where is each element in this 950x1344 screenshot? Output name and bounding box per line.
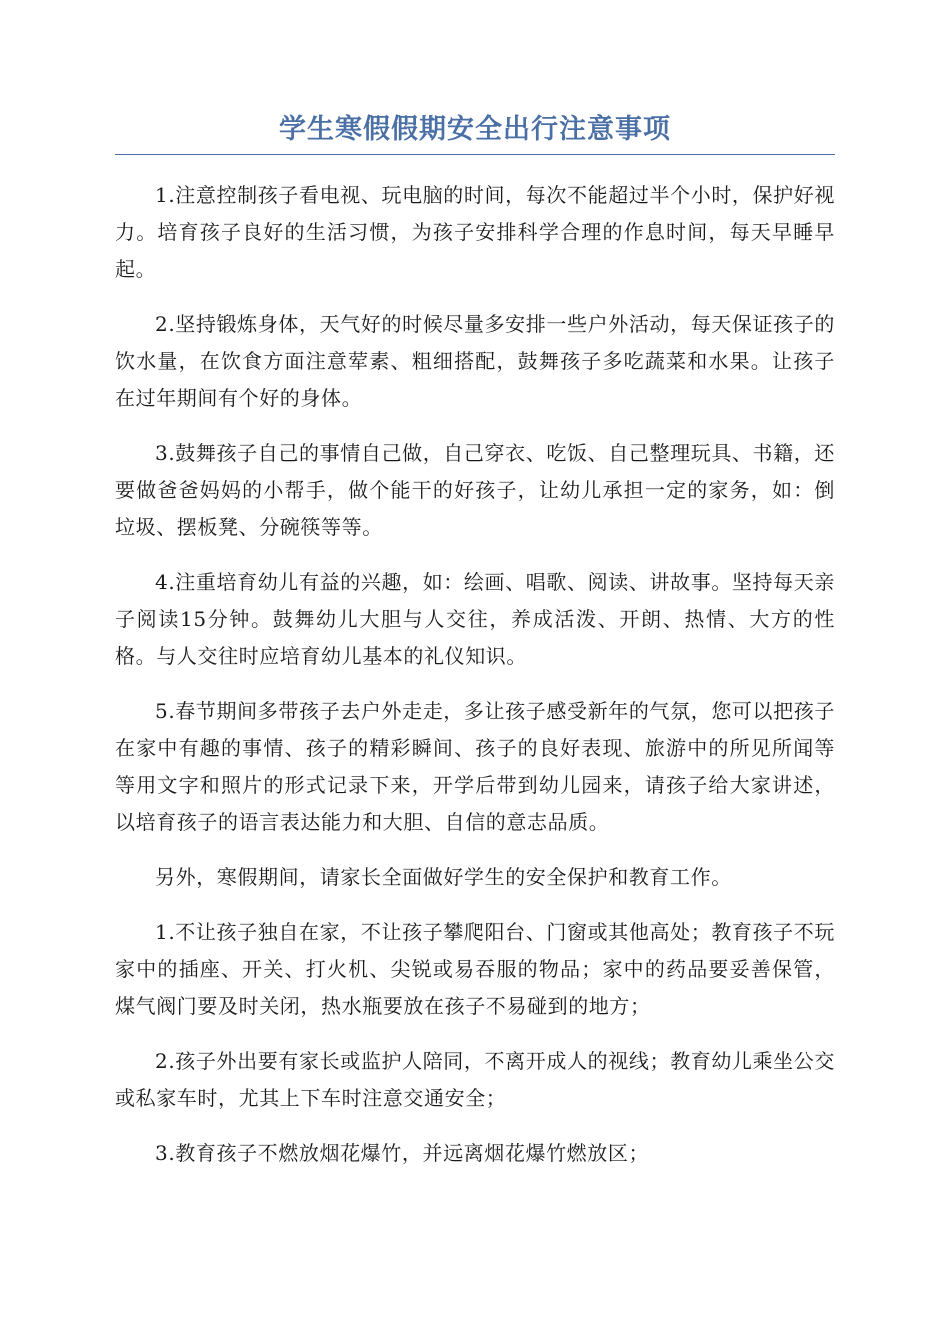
paragraph-safety-1: 1.不让孩子独自在家，不让孩子攀爬阳台、门窗或其他高处；教育孩子不玩家中的插座、开关、打火机、尖锐或易吞服的物品；家中的药品要妥善保管，煤气阀门要及时关闭，热水瓶要放在孩子不易碰到的地方；: [115, 920, 835, 1018]
title-underline: [115, 154, 835, 155]
paragraph-tip-5: 5.春节期间多带孩子去户外走走，多让孩子感受新年的气氛，您可以把孩子在家中有趣的事情、孩子的精彩瞬间、孩子的良好表现、旅游中的所见所闻等等用文字和照片的形式记录下来，开学后带到幼儿园来，请孩子给大家讲述，以培育孩子的语言表达能力和大胆、自信的意志品质。: [115, 699, 835, 834]
paragraph-safety-2: 2.孩子外出要有家长或监护人陪同，不离开成人的视线；教育幼儿乘坐公交或私家车时，尤其上下车时注意交通安全；: [115, 1049, 835, 1110]
paragraph-tip-3: 3.鼓舞孩子自己的事情自己做，自己穿衣、吃饭、自己整理玩具、书籍，还要做爸爸妈妈的小帮手，做个能干的好孩子，让幼儿承担一定的家务，如：倒垃圾、摆板凳、分碗筷等等。: [115, 441, 835, 539]
paragraph-tip-4: 4.注重培育幼儿有益的兴趣，如：绘画、唱歌、阅读、讲故事。坚持每天亲子阅读15分钟。鼓舞幼儿大胆与人交往，养成活泼、开朗、热情、大方的性格。与人交往时应培育幼儿基本的礼仪知识。: [115, 570, 835, 668]
document-page: [115, 110, 835, 1190]
paragraph-safety-3: 3.教育孩子不燃放烟花爆竹，并远离烟花爆竹燃放区；: [155, 1141, 650, 1165]
paragraph-tip-1: 1.注意控制孩子看电视、玩电脑的时间，每次不能超过半个小时，保护好视力。培育孩子良好的生活习惯，为孩子安排科学合理的作息时间，每天早睡早起。: [115, 183, 835, 281]
document-title: 学生寒假假期安全出行注意事项: [279, 114, 671, 145]
paragraph-tip-2: 2.坚持锻炼身体，天气好的时候尽量多安排一些户外活动，每天保证孩子的饮水量，在饮食方面注意荤素、粗细搭配，鼓舞孩子多吃蔬菜和水果。让孩子在过年期间有个好的身体。: [115, 312, 835, 410]
paragraph-intro-safety: 另外，寒假期间，请家长全面做好学生的安全保护和教育工作。: [155, 865, 732, 889]
